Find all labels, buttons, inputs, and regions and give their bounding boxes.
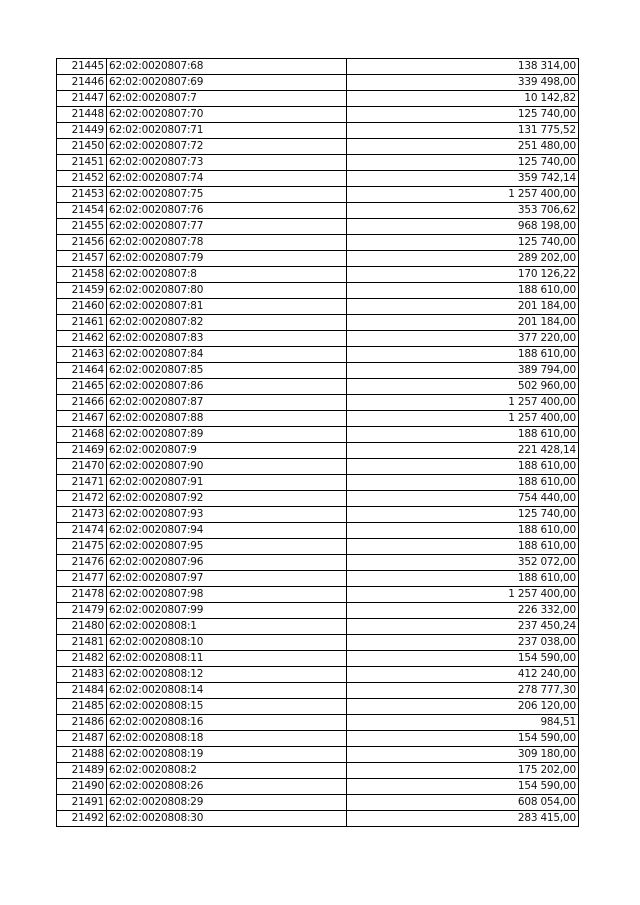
- table-row: [57, 139, 579, 155]
- value-cell: 125 740,00: [347, 155, 579, 171]
- value-cell: 984,51: [347, 715, 579, 731]
- value-cell: 10 142,82: [347, 91, 579, 107]
- row-number-cell: 21449: [57, 123, 107, 139]
- table-row: [57, 715, 579, 731]
- table-row: [57, 219, 579, 235]
- row-number-cell: 21482: [57, 651, 107, 667]
- value-cell: 1 257 400,00: [347, 411, 579, 427]
- cadastral-number-cell: 62:02:0020807:94: [107, 523, 347, 539]
- cadastral-number-cell: 62:02:0020807:88: [107, 411, 347, 427]
- row-number-cell: 21485: [57, 699, 107, 715]
- value-cell: 359 742,14: [347, 171, 579, 187]
- table-row: [57, 811, 579, 827]
- table-row: [57, 491, 579, 507]
- cadastral-number-cell: 62:02:0020807:75: [107, 187, 347, 203]
- row-number-cell: 21474: [57, 523, 107, 539]
- table-row: [57, 171, 579, 187]
- cadastral-number-cell: 62:02:0020808:26: [107, 779, 347, 795]
- cadastral-number-cell: 62:02:0020807:78: [107, 235, 347, 251]
- table-row: [57, 331, 579, 347]
- row-number-cell: 21447: [57, 91, 107, 107]
- value-cell: 377 220,00: [347, 331, 579, 347]
- value-cell: 125 740,00: [347, 107, 579, 123]
- value-cell: 1 257 400,00: [347, 187, 579, 203]
- cadastral-number-cell: 62:02:0020807:95: [107, 539, 347, 555]
- row-number-cell: 21454: [57, 203, 107, 219]
- cadastral-number-cell: 62:02:0020807:79: [107, 251, 347, 267]
- cadastral-number-cell: 62:02:0020808:19: [107, 747, 347, 763]
- value-cell: 154 590,00: [347, 731, 579, 747]
- row-number-cell: 21486: [57, 715, 107, 731]
- cadastral-number-cell: 62:02:0020807:98: [107, 587, 347, 603]
- row-number-cell: 21445: [57, 59, 107, 75]
- cadastral-number-cell: 62:02:0020807:69: [107, 75, 347, 91]
- row-number-cell: 21448: [57, 107, 107, 123]
- cadastral-number-cell: 62:02:0020807:71: [107, 123, 347, 139]
- row-number-cell: 21463: [57, 347, 107, 363]
- row-number-cell: 21479: [57, 603, 107, 619]
- row-number-cell: 21464: [57, 363, 107, 379]
- row-number-cell: 21453: [57, 187, 107, 203]
- cadastral-number-cell: 62:02:0020807:81: [107, 299, 347, 315]
- cadastral-number-cell: 62:02:0020807:84: [107, 347, 347, 363]
- table-row: [57, 155, 579, 171]
- table-row: [57, 667, 579, 683]
- value-cell: 353 706,62: [347, 203, 579, 219]
- cadastral-number-cell: 62:02:0020807:89: [107, 427, 347, 443]
- row-number-cell: 21487: [57, 731, 107, 747]
- row-number-cell: 21466: [57, 395, 107, 411]
- row-number-cell: 21452: [57, 171, 107, 187]
- row-number-cell: 21459: [57, 283, 107, 299]
- row-number-cell: 21455: [57, 219, 107, 235]
- row-number-cell: 21457: [57, 251, 107, 267]
- table-body: [57, 59, 579, 827]
- data-table: [56, 58, 579, 827]
- table-row: [57, 587, 579, 603]
- table-row: [57, 683, 579, 699]
- value-cell: 289 202,00: [347, 251, 579, 267]
- table-row: [57, 731, 579, 747]
- table-row: [57, 635, 579, 651]
- value-cell: 188 610,00: [347, 523, 579, 539]
- row-number-cell: 21471: [57, 475, 107, 491]
- table-row: [57, 187, 579, 203]
- value-cell: 226 332,00: [347, 603, 579, 619]
- table-row: [57, 91, 579, 107]
- cadastral-number-cell: 62:02:0020807:72: [107, 139, 347, 155]
- table-row: [57, 475, 579, 491]
- row-number-cell: 21470: [57, 459, 107, 475]
- value-cell: 968 198,00: [347, 219, 579, 235]
- table-row: [57, 123, 579, 139]
- cadastral-number-cell: 62:02:0020807:86: [107, 379, 347, 395]
- row-number-cell: 21446: [57, 75, 107, 91]
- table-row: [57, 507, 579, 523]
- table-row: [57, 555, 579, 571]
- value-cell: 188 610,00: [347, 283, 579, 299]
- row-number-cell: 21465: [57, 379, 107, 395]
- table-row: [57, 699, 579, 715]
- cadastral-number-cell: 62:02:0020808:14: [107, 683, 347, 699]
- cadastral-number-cell: 62:02:0020808:30: [107, 811, 347, 827]
- value-cell: 352 072,00: [347, 555, 579, 571]
- table-row: [57, 779, 579, 795]
- cadastral-number-cell: 62:02:0020807:85: [107, 363, 347, 379]
- cadastral-number-cell: 62:02:0020807:73: [107, 155, 347, 171]
- table-row: [57, 283, 579, 299]
- row-number-cell: 21462: [57, 331, 107, 347]
- value-cell: 188 610,00: [347, 347, 579, 363]
- table-row: [57, 235, 579, 251]
- row-number-cell: 21478: [57, 587, 107, 603]
- row-number-cell: 21484: [57, 683, 107, 699]
- row-number-cell: 21492: [57, 811, 107, 827]
- cadastral-number-cell: 62:02:0020807:7: [107, 91, 347, 107]
- row-number-cell: 21483: [57, 667, 107, 683]
- value-cell: 175 202,00: [347, 763, 579, 779]
- table-row: [57, 251, 579, 267]
- cadastral-number-cell: 62:02:0020808:18: [107, 731, 347, 747]
- row-number-cell: 21456: [57, 235, 107, 251]
- value-cell: 389 794,00: [347, 363, 579, 379]
- row-number-cell: 21489: [57, 763, 107, 779]
- cadastral-number-cell: 62:02:0020808:10: [107, 635, 347, 651]
- row-number-cell: 21461: [57, 315, 107, 331]
- table-row: [57, 651, 579, 667]
- value-cell: 154 590,00: [347, 779, 579, 795]
- cadastral-number-cell: 62:02:0020807:93: [107, 507, 347, 523]
- table-row: [57, 427, 579, 443]
- value-cell: 154 590,00: [347, 651, 579, 667]
- table-row: [57, 59, 579, 75]
- cadastral-number-cell: 62:02:0020807:92: [107, 491, 347, 507]
- table-row: [57, 107, 579, 123]
- cadastral-number-cell: 62:02:0020807:96: [107, 555, 347, 571]
- value-cell: 188 610,00: [347, 571, 579, 587]
- cadastral-number-cell: 62:02:0020807:87: [107, 395, 347, 411]
- value-cell: 237 038,00: [347, 635, 579, 651]
- row-number-cell: 21475: [57, 539, 107, 555]
- table-row: [57, 523, 579, 539]
- cadastral-number-cell: 62:02:0020808:12: [107, 667, 347, 683]
- cadastral-number-cell: 62:02:0020807:97: [107, 571, 347, 587]
- cadastral-number-cell: 62:02:0020807:77: [107, 219, 347, 235]
- row-number-cell: 21451: [57, 155, 107, 171]
- value-cell: 283 415,00: [347, 811, 579, 827]
- row-number-cell: 21480: [57, 619, 107, 635]
- cadastral-number-cell: 62:02:0020808:11: [107, 651, 347, 667]
- table-row: [57, 347, 579, 363]
- value-cell: 125 740,00: [347, 507, 579, 523]
- value-cell: 201 184,00: [347, 299, 579, 315]
- row-number-cell: 21490: [57, 779, 107, 795]
- row-number-cell: 21491: [57, 795, 107, 811]
- table-row: [57, 379, 579, 395]
- cadastral-number-cell: 62:02:0020807:80: [107, 283, 347, 299]
- row-number-cell: 21477: [57, 571, 107, 587]
- table-row: [57, 795, 579, 811]
- cadastral-number-cell: 62:02:0020807:9: [107, 443, 347, 459]
- value-cell: 754 440,00: [347, 491, 579, 507]
- value-cell: 170 126,22: [347, 267, 579, 283]
- table-row: [57, 459, 579, 475]
- value-cell: 188 610,00: [347, 459, 579, 475]
- value-cell: 237 450,24: [347, 619, 579, 635]
- table-row: [57, 443, 579, 459]
- value-cell: 125 740,00: [347, 235, 579, 251]
- value-cell: 278 777,30: [347, 683, 579, 699]
- cadastral-number-cell: 62:02:0020807:91: [107, 475, 347, 491]
- cadastral-number-cell: 62:02:0020808:29: [107, 795, 347, 811]
- row-number-cell: 21468: [57, 427, 107, 443]
- value-cell: 1 257 400,00: [347, 587, 579, 603]
- row-number-cell: 21481: [57, 635, 107, 651]
- value-cell: 1 257 400,00: [347, 395, 579, 411]
- value-cell: 412 240,00: [347, 667, 579, 683]
- cadastral-number-cell: 62:02:0020807:68: [107, 59, 347, 75]
- table-row: [57, 571, 579, 587]
- value-cell: 339 498,00: [347, 75, 579, 91]
- row-number-cell: 21469: [57, 443, 107, 459]
- cadastral-number-cell: 62:02:0020808:16: [107, 715, 347, 731]
- row-number-cell: 21488: [57, 747, 107, 763]
- table-row: [57, 395, 579, 411]
- value-cell: 138 314,00: [347, 59, 579, 75]
- row-number-cell: 21473: [57, 507, 107, 523]
- value-cell: 309 180,00: [347, 747, 579, 763]
- cadastral-number-cell: 62:02:0020808:15: [107, 699, 347, 715]
- row-number-cell: 21472: [57, 491, 107, 507]
- value-cell: 502 960,00: [347, 379, 579, 395]
- value-cell: 221 428,14: [347, 443, 579, 459]
- row-number-cell: 21467: [57, 411, 107, 427]
- cadastral-number-cell: 62:02:0020807:83: [107, 331, 347, 347]
- row-number-cell: 21476: [57, 555, 107, 571]
- table-row: [57, 411, 579, 427]
- value-cell: 201 184,00: [347, 315, 579, 331]
- cadastral-number-cell: 62:02:0020808:1: [107, 619, 347, 635]
- table-row: [57, 539, 579, 555]
- cadastral-number-cell: 62:02:0020807:90: [107, 459, 347, 475]
- cadastral-number-cell: 62:02:0020807:76: [107, 203, 347, 219]
- cadastral-number-cell: 62:02:0020807:82: [107, 315, 347, 331]
- table-row: [57, 267, 579, 283]
- row-number-cell: 21450: [57, 139, 107, 155]
- table-row: [57, 315, 579, 331]
- row-number-cell: 21460: [57, 299, 107, 315]
- cadastral-number-cell: 62:02:0020807:8: [107, 267, 347, 283]
- cadastral-number-cell: 62:02:0020807:99: [107, 603, 347, 619]
- value-cell: 206 120,00: [347, 699, 579, 715]
- value-cell: 131 775,52: [347, 123, 579, 139]
- table-row: [57, 203, 579, 219]
- table-row: [57, 603, 579, 619]
- cadastral-number-cell: 62:02:0020807:74: [107, 171, 347, 187]
- table-row: [57, 747, 579, 763]
- cadastral-number-cell: 62:02:0020808:2: [107, 763, 347, 779]
- table-row: [57, 299, 579, 315]
- value-cell: 251 480,00: [347, 139, 579, 155]
- row-number-cell: 21458: [57, 267, 107, 283]
- cadastral-number-cell: 62:02:0020807:70: [107, 107, 347, 123]
- value-cell: 188 610,00: [347, 427, 579, 443]
- value-cell: 188 610,00: [347, 475, 579, 491]
- value-cell: 608 054,00: [347, 795, 579, 811]
- value-cell: 188 610,00: [347, 539, 579, 555]
- table-row: [57, 75, 579, 91]
- table-row: [57, 619, 579, 635]
- table-row: [57, 363, 579, 379]
- table-row: [57, 763, 579, 779]
